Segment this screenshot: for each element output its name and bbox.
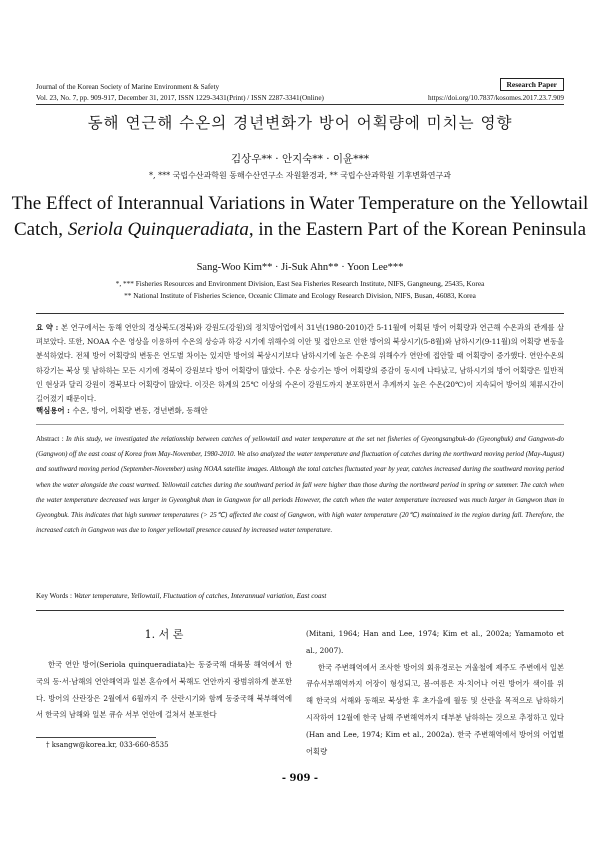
abstract-korean	[36, 321, 564, 406]
authors-korean: 김상우** · 안지숙** · 이윤***	[231, 153, 369, 165]
abstract-en-text: In this study, we investigated the relationship between catches of yellowtail and water temperature at the set net fisheries of Gyeongsangbuk-do (Gyeongbuk) and Gangwon-do (Gangwon) off the east coast of Korea from May-November, 1980-2010. We also analyzed the water temperature and fluctuation of catches during the northward moving period (May-August) and southward moving period (September-November) using NOAA satellite images. Although the total catches fluctuated year by year, catches increased during the southward moving period when the water alongside the coast warmed. Yellowtail catches during the southward period in fall were higher than those during the northward period in spring or summer. The catch when the water temperature decreased was larger in Gyeongbuk than in Gangwon for all periods However, the catch when the water temperature increased was much larger in Gangwon than in Gyeongbuk. This indicates that high summer temperatures (> 25℃) affected the coast of Gangwon, with high water temperature (20℃) maintained in the region during fall. Therefore, the increased catch in Gangwon was due to longer yellowtail presence caused by increased water temperature.	[36, 436, 564, 535]
abstract-ko-text: 본 연구에서는 동해 연안의 경상북도(경북)와 강원도(강원)의 정치망어업에서 31년(1980-2010)간 5-11월에 어획된 방어 어획량과 연근해 수온과의 관계를 살펴보았다. 또한, NOAA 수온 영상을 이용하여 수온의 상승과 하강 시기에 위해수의 이안 및 접안으로 인한 방어의 북상시기(5-8월)와 남하시기(9-11월)의 어획량 변동을 분석하였다. 전체 방어 어획량의 변동은 연도별 차이는 있지만 방어의 북상시기보다 남하시기에 높은 수온의 위해수가 연안에 접안할 때 어획량이 증가했다. 연안수온의 하강기는 북상 및 남하하는 모든 시기에 경북이 강원보다 방어 어획량이 많았다. 수온 상승기는 방어 어획량의 증감이 동시에 나타났고, 남하시기의 방어 어획량은 일반적인 현상과 달리 강원이 경북보다 어획량이 많았다. 이것은 하계의 25℃ 이상의 수온이 강원도까지 분포하면서 추계까지 높은 수온(20℃)이 지속되어 방어의 체류시간이 길어졌기 때문이다.	[36, 323, 565, 404]
header-divider	[36, 104, 564, 105]
title-en2-post: , in the Eastern Part of the Korean Peninsula	[248, 219, 587, 240]
abstract-english	[36, 432, 564, 538]
abstract-en-label: Abstract :	[36, 436, 66, 443]
abstract-bottom-divider	[36, 610, 564, 611]
affiliation-english-1: *, *** Fisheries Resources and Environment Division, East Sea Fisheries Research Institute, NIFS, Gangneung, 25435, Korea	[115, 279, 485, 288]
abstract-top-divider	[36, 313, 564, 314]
body-left-paragraph: 한국 연안 방어(Seriola quinqueradiata)는 동중국해 대륙붕 해역에서 한국의 동·서·남해의 연안해역과 일본 혼슈에서 북해도 연안까지 광범위하게 분포한다. 방어의 산란장은 2월에서 6월까지 주 산란시기와 함께 동중국해 북부해역에서 한국의 남해와 일본 큐슈 서부 연안에 걸쳐서 분포한다	[36, 660, 292, 720]
abstract-ko-label: 요 약 :	[36, 323, 62, 332]
footnote-divider	[36, 737, 156, 738]
species-name: Seriola Quinqueradiata	[67, 219, 249, 240]
title-english-line1: The Effect of Interannual Variations in Water Temperature on the Yellowtail	[11, 193, 589, 214]
corresponding-author-footnote: † ksangw@korea.kr, 033-660-8535	[46, 741, 169, 749]
abstract-divider	[36, 424, 564, 425]
body-right-paragraph: 한국 주변해역에서 조사한 방어의 회유경로는 겨울철에 제주도 주변에서 일본 큐슈서부해역까지 어장이 형성되고, 봄-여름은 자·치어나 어린 방어가 색이를 위해 한국의 서해와 동해로 북상한 후 초가을에 월동 및 산란을 목적으로 남하하기 시작하여 12월에 한국 남해 주변해역까지 대부분 남하하는 것으로 추정하고 있다(Han and Lee, 1974; Kim et al., 2002a). 한국 주변해역에서 방어의 어업별 어획량	[306, 662, 564, 756]
article-type-badge: Research Paper	[500, 78, 564, 91]
authors-english: Sang-Woo Kim** · Ji-Suk Ahn** · Yoon Lee***	[196, 262, 404, 273]
keywords-en-label: Key Words :	[36, 592, 74, 600]
keywords-en-text: Water temperature, Yellowtail, Fluctuation of catches, Interannual variation, East coast	[73, 592, 327, 600]
section-heading-introduction: 1. 서 론	[144, 628, 184, 641]
body-right-citations: (Mitani, 1964; Han and Lee, 1974; Kim et al., 2002a; Yamamoto et al., 2007).	[306, 629, 564, 655]
doi-link[interactable]: https://doi.org/10.7837/kosomes.2017.23.7.909	[427, 94, 564, 102]
journal-volume-issn: Vol. 23, No. 7, pp. 909-917, December 31, 2017, ISSN 1229-3431(Print) / ISSN 2287-3341(Online)	[36, 94, 324, 102]
title-korean: 동해 연근해 수온의 경년변화가 방어 어획량에 미치는 영향	[87, 114, 513, 132]
keywords-korean	[36, 405, 208, 416]
journal-name: Journal of the Korean Society of Marine Environment & Safety	[36, 83, 220, 91]
body-column-right	[306, 626, 564, 760]
keywords-ko-label: 핵심용어 :	[36, 406, 73, 415]
body-column-left	[36, 657, 292, 724]
page-number: - 909 -	[281, 773, 319, 784]
affiliation-english-2: ** National Institute of Fisheries Science, Oceanic Climate and Ecology Research Division, NIFS, Busan, 46083, Korea	[124, 291, 476, 300]
affiliation-korean: *, *** 국립수산과학원 동해수산연구소 자원환경과, ** 국립수산과학원 기후변화연구과	[149, 171, 451, 180]
title-english-line2	[0, 219, 600, 241]
keywords-english	[36, 592, 326, 600]
keywords-ko-text: 수온, 방어, 어획량 변동, 경년변화, 동해안	[72, 406, 208, 415]
title-en2-pre: Catch,	[13, 219, 68, 240]
